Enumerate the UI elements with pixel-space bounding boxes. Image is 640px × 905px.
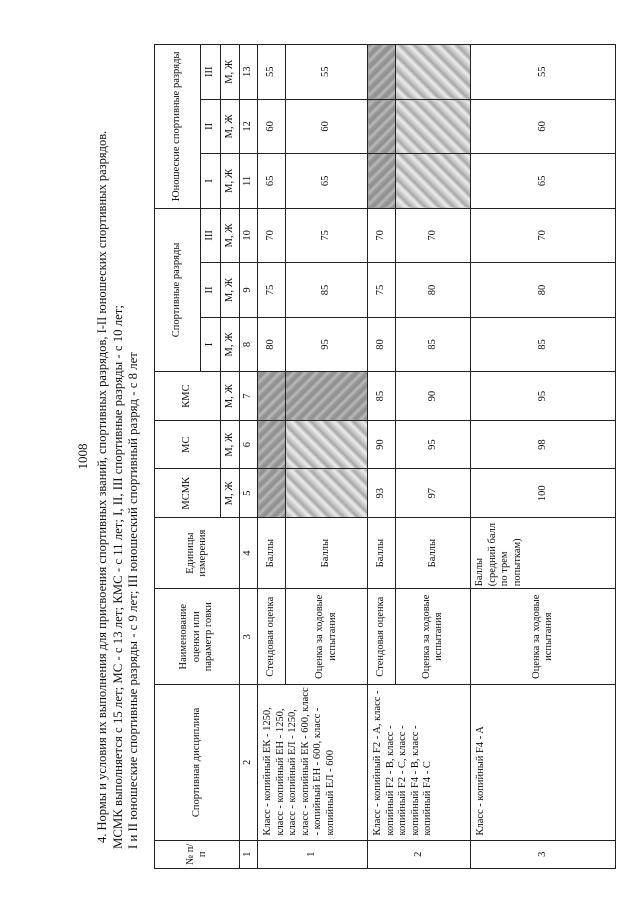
header-youth-3: III bbox=[201, 45, 221, 100]
column-number: 9 bbox=[240, 263, 258, 318]
rank-3-cell: 70 bbox=[368, 208, 396, 263]
age-conditions-line-2: I и II юношеские спортивные разряды - с 9 лет; III юношеский спортивный разряд - с 8 лет bbox=[126, 352, 140, 849]
header-discipline: Спортивная дисциплина bbox=[155, 685, 240, 840]
header-row-1 bbox=[155, 45, 201, 869]
header-ms: МС bbox=[155, 420, 221, 469]
rank-1-cell: 85 bbox=[396, 317, 471, 372]
units-cell: Баллы bbox=[368, 518, 396, 589]
rank-2-cell: 80 bbox=[471, 263, 616, 318]
youth-3-cell bbox=[368, 45, 396, 100]
units-cell: Баллы bbox=[396, 518, 471, 589]
intro-text bbox=[95, 44, 142, 869]
rank-2-cell: 75 bbox=[258, 263, 286, 318]
rank-1-cell: 85 bbox=[471, 317, 616, 372]
column-number: 7 bbox=[240, 372, 258, 421]
youth-2-cell: 60 bbox=[471, 99, 616, 154]
msmk-cell bbox=[258, 469, 286, 518]
gender-cell: М, Ж bbox=[221, 99, 240, 154]
header-msmk: МСМК bbox=[155, 469, 221, 518]
column-number: 2 bbox=[240, 685, 258, 840]
kms-cell bbox=[258, 372, 286, 421]
kms-cell bbox=[286, 372, 368, 421]
header-sport-ranks: Спортивные разряды bbox=[155, 208, 201, 372]
table-row bbox=[471, 45, 616, 869]
ms-cell bbox=[286, 420, 368, 469]
discipline-cell: Класс - копийный F4 - A bbox=[471, 685, 616, 840]
row-number: 3 bbox=[471, 840, 616, 868]
header-rank-3: III bbox=[201, 208, 221, 263]
gender-cell: М, Ж bbox=[221, 208, 240, 263]
assessment-cell: Оценка за ходовые испытания bbox=[286, 589, 368, 685]
youth-2-cell bbox=[368, 99, 396, 154]
header-units: Единицы измерения bbox=[155, 518, 240, 589]
column-number: 11 bbox=[240, 154, 258, 209]
ms-cell: 98 bbox=[471, 420, 616, 469]
column-number: 12 bbox=[240, 99, 258, 154]
column-number: 4 bbox=[240, 518, 258, 589]
assessment-cell: Стендовая оценка bbox=[258, 589, 286, 685]
units-cell: Баллы (средний балл по трем попыткам) bbox=[471, 518, 616, 589]
ms-cell: 90 bbox=[368, 420, 396, 469]
header-rank-2: II bbox=[201, 263, 221, 318]
assessment-cell: Оценка за ходовые испытания bbox=[471, 589, 616, 685]
youth-2-cell bbox=[396, 99, 471, 154]
column-number: 8 bbox=[240, 317, 258, 372]
gender-cell: М, Ж bbox=[221, 263, 240, 318]
youth-1-cell bbox=[396, 154, 471, 209]
kms-cell: 90 bbox=[396, 372, 471, 421]
header-rank-1: I bbox=[201, 317, 221, 372]
kms-cell: 85 bbox=[368, 372, 396, 421]
page-number: 1008 bbox=[75, 443, 90, 470]
column-number-row bbox=[240, 45, 258, 869]
msmk-cell: 93 bbox=[368, 469, 396, 518]
gender-cell: М, Ж bbox=[221, 154, 240, 209]
gender-cell: М, Ж bbox=[221, 317, 240, 372]
rank-2-cell: 85 bbox=[286, 263, 368, 318]
discipline-cell: Класс - копийный ЕК - 1250, класс - копийный ЕН - 1250, класс - копийный ЕЛ - 1250, класс - копийный ЕК - 600, класс - копийный ЕН - 600, класс - копийный ЕЛ - 600 bbox=[258, 685, 368, 840]
rank-1-cell: 80 bbox=[258, 317, 286, 372]
msmk-cell: 97 bbox=[396, 469, 471, 518]
discipline-cell: Класс - копийный F2 - A, класс - копийный F2 - B, класс - копийный F2 - C, класс - копийный F4 - B, класс - копийный F4 - C bbox=[368, 685, 471, 840]
table-row bbox=[368, 45, 396, 869]
table-row bbox=[258, 45, 286, 869]
youth-2-cell: 60 bbox=[258, 99, 286, 154]
units-cell: Баллы bbox=[286, 518, 368, 589]
msmk-cell bbox=[286, 469, 368, 518]
column-number: 5 bbox=[240, 469, 258, 518]
header-youth-2: II bbox=[201, 99, 221, 154]
youth-3-cell: 55 bbox=[258, 45, 286, 100]
kms-cell: 95 bbox=[471, 372, 616, 421]
youth-1-cell: 65 bbox=[286, 154, 368, 209]
age-conditions-line-1: МСМК выполняется с 15 лет; МС - с 13 лет; КМС - с 11 лет; I, II, III спортивные разряды - с 10 лет; bbox=[110, 305, 125, 849]
header-kms: КМС bbox=[155, 372, 221, 421]
norms-table bbox=[154, 44, 616, 869]
gender-cell: М, Ж bbox=[221, 45, 240, 100]
rank-1-cell: 80 bbox=[368, 317, 396, 372]
youth-3-cell: 55 bbox=[286, 45, 368, 100]
rotated-document-page bbox=[73, 44, 598, 869]
msmk-cell: 100 bbox=[471, 469, 616, 518]
rank-3-cell: 70 bbox=[471, 208, 616, 263]
youth-1-cell bbox=[368, 154, 396, 209]
rank-3-cell: 75 bbox=[286, 208, 368, 263]
youth-3-cell bbox=[396, 45, 471, 100]
column-number: 6 bbox=[240, 420, 258, 469]
column-number: 3 bbox=[240, 589, 258, 685]
gender-cell: М, Ж bbox=[221, 372, 240, 421]
assessment-cell: Стендовая оценка bbox=[368, 589, 396, 685]
row-number: 2 bbox=[368, 840, 471, 868]
gender-cell: М, Ж bbox=[221, 469, 240, 518]
units-cell: Баллы bbox=[258, 518, 286, 589]
header-assessment: Наименование оценки или параметр говки bbox=[155, 589, 240, 685]
rank-1-cell: 95 bbox=[286, 317, 368, 372]
column-number: 10 bbox=[240, 208, 258, 263]
header-youth-ranks: Юношеские спортивные разряды bbox=[155, 45, 201, 209]
ms-cell bbox=[258, 420, 286, 469]
row-number: 1 bbox=[258, 840, 368, 868]
youth-1-cell: 65 bbox=[471, 154, 616, 209]
youth-1-cell: 65 bbox=[258, 154, 286, 209]
section-heading: 4. Нормы и условия их выполнения для присвоения спортивных званий, спортивных разрядов, I-II юношеских спортивных разрядов. bbox=[95, 130, 109, 843]
youth-3-cell: 55 bbox=[471, 45, 616, 100]
header-youth-1: I bbox=[201, 154, 221, 209]
gender-cell: М, Ж bbox=[221, 420, 240, 469]
rank-3-cell: 70 bbox=[396, 208, 471, 263]
header-num: № п/п bbox=[155, 840, 240, 868]
youth-2-cell: 60 bbox=[286, 99, 368, 154]
rank-2-cell: 80 bbox=[396, 263, 471, 318]
ms-cell: 95 bbox=[396, 420, 471, 469]
rank-3-cell: 70 bbox=[258, 208, 286, 263]
assessment-cell: Оценка за ходовые испытания bbox=[396, 589, 471, 685]
column-number: 13 bbox=[240, 45, 258, 100]
column-number: 1 bbox=[240, 840, 258, 868]
rank-2-cell: 75 bbox=[368, 263, 396, 318]
